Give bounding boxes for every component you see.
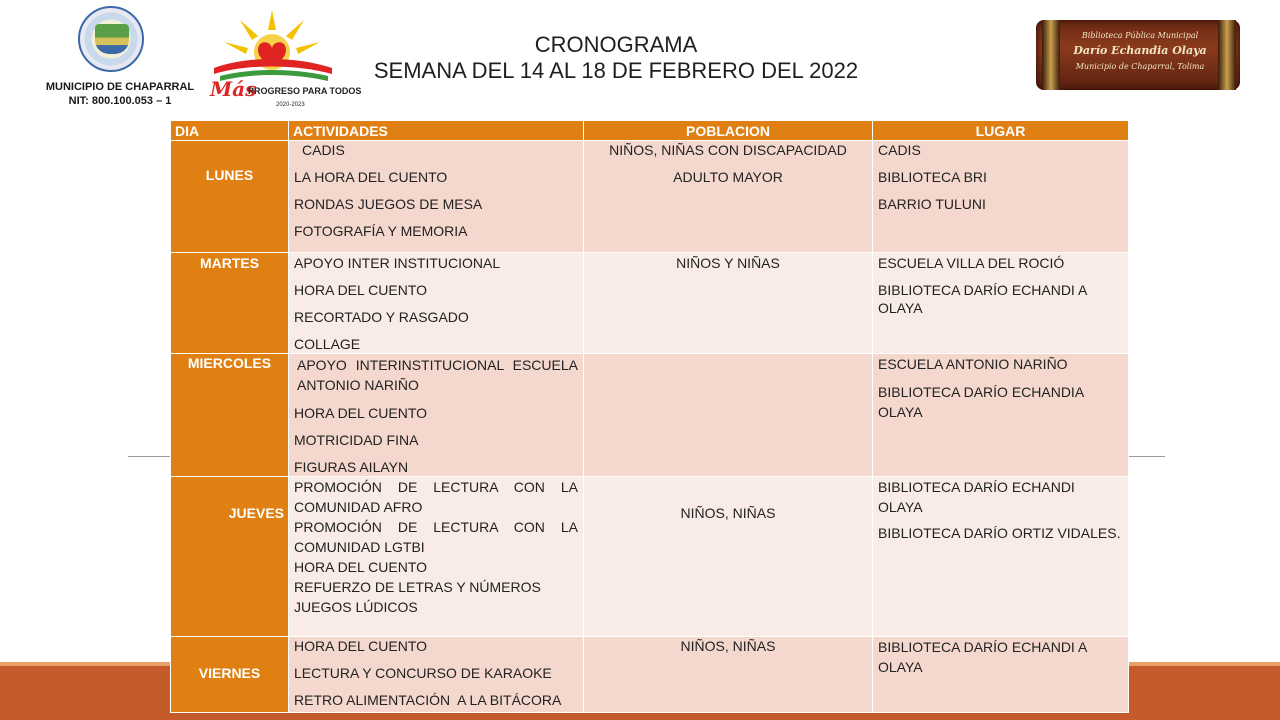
day-cell: VIERNES bbox=[171, 637, 289, 713]
places-cell bbox=[873, 477, 1129, 637]
population-item: ADULTO MAYOR bbox=[673, 169, 783, 185]
table-header-row bbox=[171, 121, 1129, 141]
population-item: NIÑOS, NIÑAS CON DISCAPACIDAD bbox=[609, 142, 847, 158]
activity-item: HORA DEL CUENTO bbox=[294, 405, 428, 421]
places-cell bbox=[873, 253, 1129, 354]
municipality-shield-logo bbox=[78, 6, 144, 72]
document-title bbox=[340, 32, 892, 84]
header-actividades: ACTIVIDADES bbox=[289, 121, 584, 141]
day-cell: MARTES bbox=[171, 253, 289, 354]
table-row bbox=[171, 253, 1129, 354]
day-cell: MIERCOLES bbox=[171, 354, 289, 477]
place-item: BIBLIOTECA DARÍO ECHANDI A OLAYA bbox=[878, 639, 1087, 675]
activity-item: RETRO ALIMENTACIÓN A LA BITÁCORA bbox=[294, 692, 562, 708]
campaign-slogan: PROGRESO PARA TODOS bbox=[248, 86, 362, 96]
campaign-word: Más bbox=[210, 77, 257, 101]
place-item: ESCUELA ANTONIO NARIÑO bbox=[878, 356, 1068, 372]
library-logo bbox=[1036, 20, 1240, 90]
activities-cell bbox=[289, 354, 584, 477]
place-item: BIBLIOTECA DARÍO ECHANDI OLAYA bbox=[878, 479, 1075, 515]
library-logo-line-3: Municipio de Chaparral, Tolima bbox=[1075, 62, 1205, 71]
campaign-years: 2020-2023 bbox=[276, 102, 305, 108]
title-line-1: CRONOGRAMA bbox=[534, 32, 698, 57]
activity-item: LA HORA DEL CUENTO bbox=[294, 169, 448, 185]
places-cell bbox=[873, 637, 1129, 713]
activities-cell bbox=[289, 141, 584, 253]
title-line-2: SEMANA DEL 14 AL 18 DE FEBRERO DEL 2022 bbox=[373, 58, 859, 83]
activity-item: MOTRICIDAD FINA bbox=[294, 432, 419, 448]
population-cell bbox=[584, 637, 873, 713]
activity-item: APOYO INTERINSTITUCIONAL ESCUELA ANTONIO NARIÑO bbox=[297, 357, 578, 393]
divider-line-right bbox=[1128, 456, 1165, 457]
place-item: BIBLIOTECA DARÍO ORTIZ VIDALES. bbox=[878, 525, 1121, 541]
municipality-info bbox=[30, 80, 210, 108]
activities-cell bbox=[289, 477, 584, 637]
place-item: BIBLIOTECA DARÍO ECHANDIA OLAYA bbox=[878, 384, 1084, 420]
place-item: BIBLIOTECA BRI bbox=[878, 169, 987, 185]
table-row bbox=[171, 141, 1129, 253]
activity-item: FIGURAS AILAYN bbox=[294, 459, 409, 475]
activity-item: REFUERZO DE LETRAS Y NÚMEROS bbox=[294, 579, 541, 595]
header-dia: DIA bbox=[171, 121, 289, 141]
place-item: BARRIO TULUNI bbox=[878, 196, 986, 212]
divider-line-left bbox=[128, 456, 170, 457]
population-cell bbox=[584, 354, 873, 477]
table-row bbox=[171, 637, 1129, 713]
place-item: ESCUELA VILLA DEL ROCIÓ bbox=[878, 255, 1065, 271]
activity-item: RONDAS JUEGOS DE MESA bbox=[294, 196, 483, 212]
activities-cell bbox=[289, 637, 584, 713]
activity-item: HORA DEL CUENTO bbox=[294, 282, 428, 298]
places-cell bbox=[873, 354, 1129, 477]
activity-item: CADIS bbox=[302, 142, 345, 158]
activity-item: LECTURA Y CONCURSO DE KARAOKE bbox=[294, 665, 552, 681]
schedule-table bbox=[170, 120, 1129, 713]
table-row bbox=[171, 477, 1129, 637]
activity-item: PROMOCIÓN DE LECTURA CON LA COMUNIDAD AFRO bbox=[294, 479, 578, 515]
activity-item: HORA DEL CUENTO bbox=[294, 559, 428, 575]
places-cell bbox=[873, 141, 1129, 253]
activity-item: PROMOCIÓN DE LECTURA CON LA COMUNIDAD LGTBI bbox=[294, 519, 578, 555]
library-logo-line-1: Biblioteca Pública Municipal bbox=[1081, 31, 1199, 40]
population-cell bbox=[584, 141, 873, 253]
population-cell bbox=[584, 477, 873, 637]
population-cell bbox=[584, 253, 873, 354]
activities-cell bbox=[289, 253, 584, 354]
municipality-name: MUNICIPIO DE CHAPARRAL bbox=[45, 81, 195, 93]
library-logo-line-2: Darío Echandia Olaya bbox=[1073, 44, 1207, 57]
population-item: NIÑOS, NIÑAS bbox=[680, 505, 776, 521]
activity-item: JUEGOS LÚDICOS bbox=[294, 599, 418, 615]
table-row bbox=[171, 354, 1129, 477]
campaign-logo bbox=[206, 6, 362, 110]
activity-item: RECORTADO Y RASGADO bbox=[294, 309, 469, 325]
activity-item: COLLAGE bbox=[294, 336, 361, 352]
place-item: CADIS bbox=[878, 142, 921, 158]
activity-item: APOYO INTER INSTITUCIONAL bbox=[294, 255, 501, 271]
municipality-nit: NIT: 800.100.053 – 1 bbox=[68, 95, 172, 107]
day-cell: LUNES bbox=[171, 141, 289, 253]
header-poblacion: POBLACION bbox=[584, 121, 873, 141]
population-item: NIÑOS, NIÑAS bbox=[680, 638, 776, 654]
population-item: NIÑOS Y NIÑAS bbox=[676, 255, 780, 271]
activity-item: HORA DEL CUENTO bbox=[294, 638, 428, 654]
header-lugar: LUGAR bbox=[873, 121, 1129, 141]
place-item: BIBLIOTECA DARÍO ECHANDI A OLAYA bbox=[878, 282, 1087, 316]
day-cell: JUEVES bbox=[171, 477, 289, 637]
activity-item: FOTOGRAFÍA Y MEMORIA bbox=[294, 223, 468, 239]
